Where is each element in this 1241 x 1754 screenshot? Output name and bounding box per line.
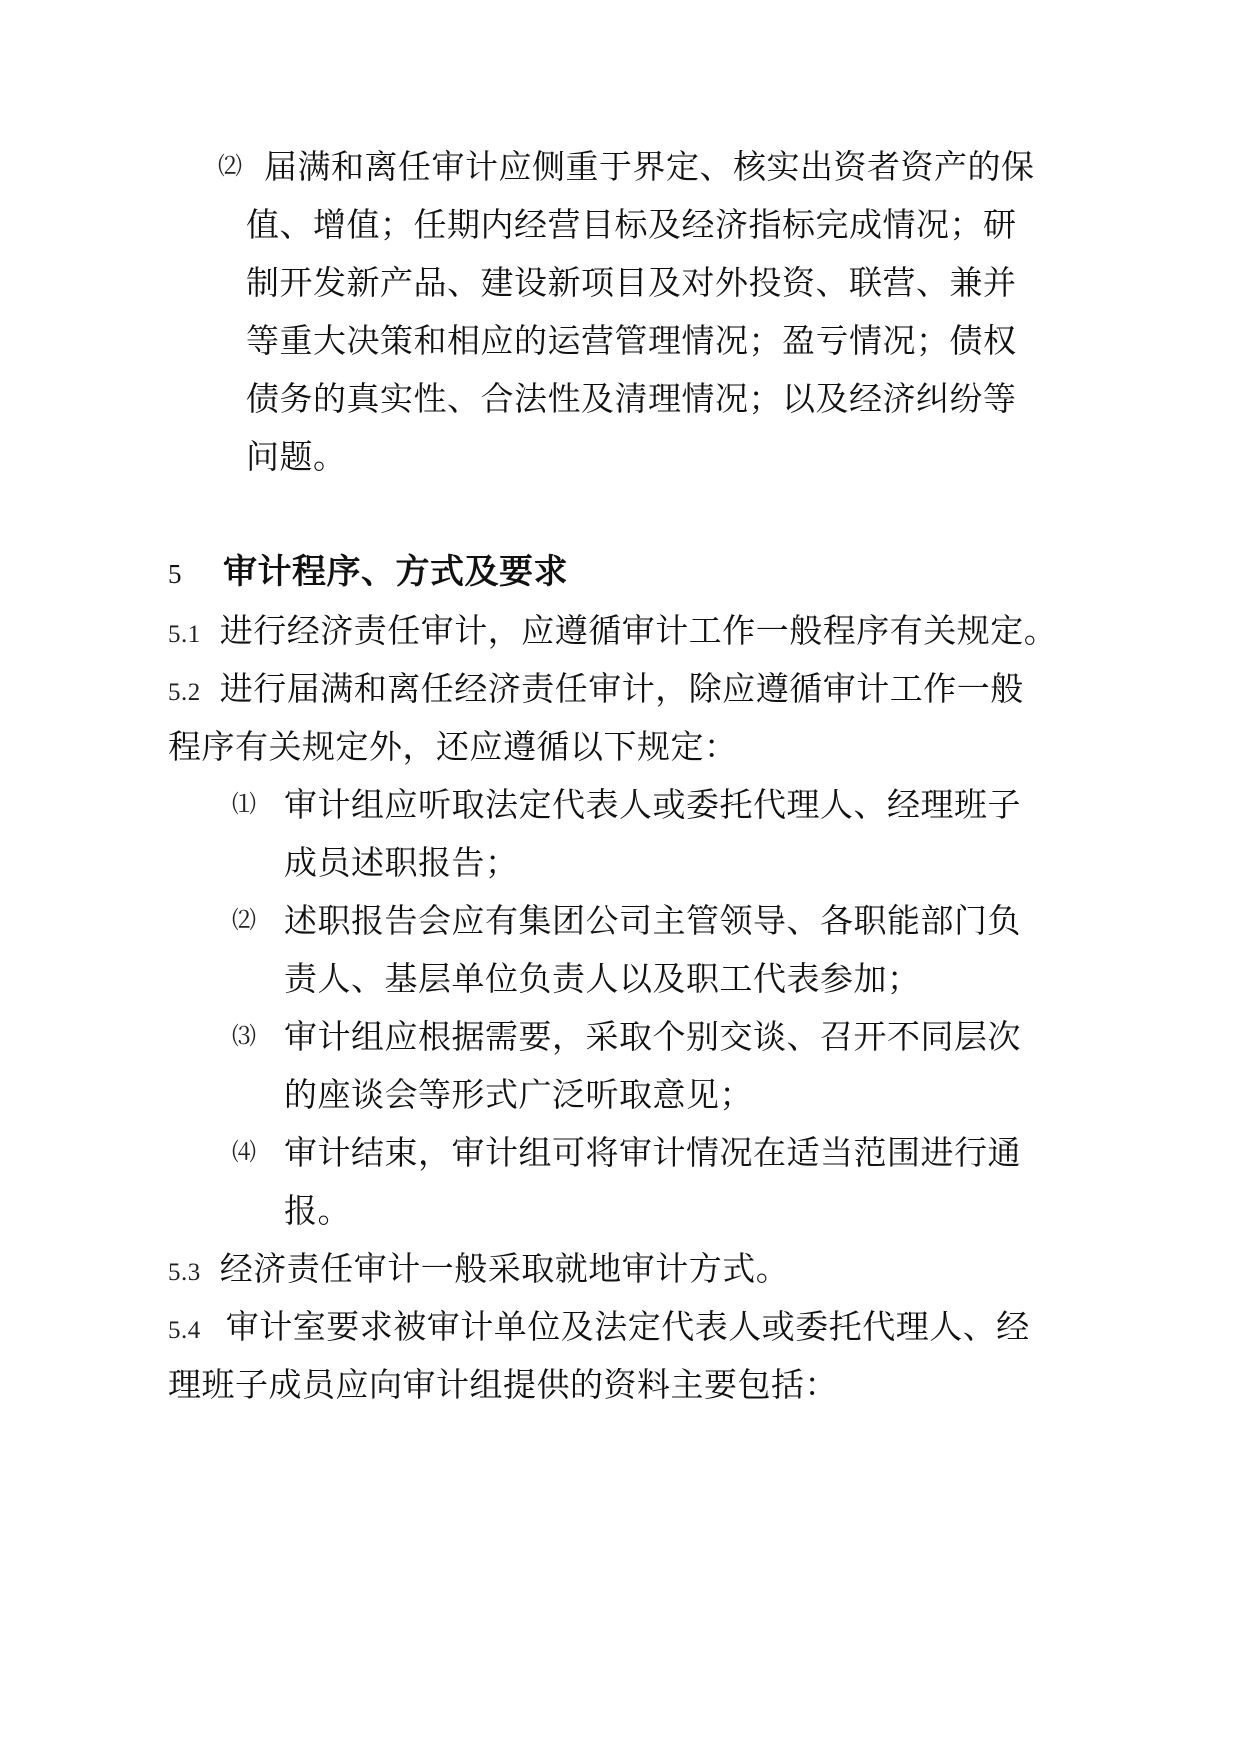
paragraph-line: 审计结束，审计组可将审计情况在适当范围进行通 xyxy=(284,1133,1021,1172)
item-marker: ⑵ xyxy=(218,154,242,180)
paragraph-line: 债务的真实性、合法性及清理情况；以及经济纠纷等 xyxy=(246,379,1017,418)
item-marker: ⑷ xyxy=(232,1140,256,1166)
paragraph-line: 报。 xyxy=(284,1191,351,1230)
paragraph-line: 审计组应根据需要，采取个别交谈、召开不同层次 xyxy=(284,1017,1021,1056)
clause-text: 进行届满和离任经济责任审计，除应遵循审计工作一般 xyxy=(219,669,1024,708)
paragraph-line: 制开发新产品、建设新项目及对外投资、联营、兼并 xyxy=(246,263,1017,302)
paragraph-line: 理班子成员应向审计组提供的资料主要包括： xyxy=(168,1365,838,1404)
clause-5-3 xyxy=(168,1247,789,1295)
clause-number: 5.2 xyxy=(168,679,201,706)
item-marker: ⑵ xyxy=(232,908,256,934)
clause-5-2 xyxy=(168,667,1024,715)
paragraph-line: 程序有关规定外，还应遵循以下规定： xyxy=(168,727,738,766)
clause-number: 5.3 xyxy=(168,1259,201,1286)
section-title: 审计程序、方式及要求 xyxy=(223,552,568,592)
clause-text: 审计室要求被审计单位及法定代表人或委托代理人、经 xyxy=(225,1307,1030,1346)
clause-5-1 xyxy=(168,609,1057,657)
paragraph-line: 届满和离任审计应侧重于界定、核实出资者资产的保 xyxy=(264,147,1035,186)
paragraph-line: 成员述职报告； xyxy=(284,843,519,882)
clause-text: 进行经济责任审计，应遵循审计工作一般程序有关规定。 xyxy=(219,611,1058,650)
item-marker: ⑶ xyxy=(232,1024,256,1050)
paragraph-line: 等重大决策和相应的运营管理情况；盈亏情况；债权 xyxy=(246,321,1017,360)
section-heading xyxy=(168,550,568,596)
paragraph-line: 问题。 xyxy=(246,437,347,476)
paragraph-line: 的座谈会等形式广泛听取意见； xyxy=(284,1075,753,1114)
paragraph-line: 审计组应听取法定代表人或委托代理人、经理班子 xyxy=(284,785,1021,824)
paragraph-line: 值、增值；任期内经营目标及经济指标完成情况；研 xyxy=(246,205,1017,244)
clause-number: 5.1 xyxy=(168,621,201,648)
paragraph-line: 述职报告会应有集团公司主管领导、各职能部门负 xyxy=(284,901,1021,940)
clause-text: 经济责任审计一般采取就地审计方式。 xyxy=(219,1249,790,1288)
section-number: 5 xyxy=(168,559,182,589)
clause-number: 5.4 xyxy=(168,1317,201,1344)
item-marker: ⑴ xyxy=(232,792,256,818)
clause-5-4 xyxy=(168,1305,1030,1353)
paragraph-line: 责人、基层单位负责人以及职工代表参加； xyxy=(284,959,921,998)
